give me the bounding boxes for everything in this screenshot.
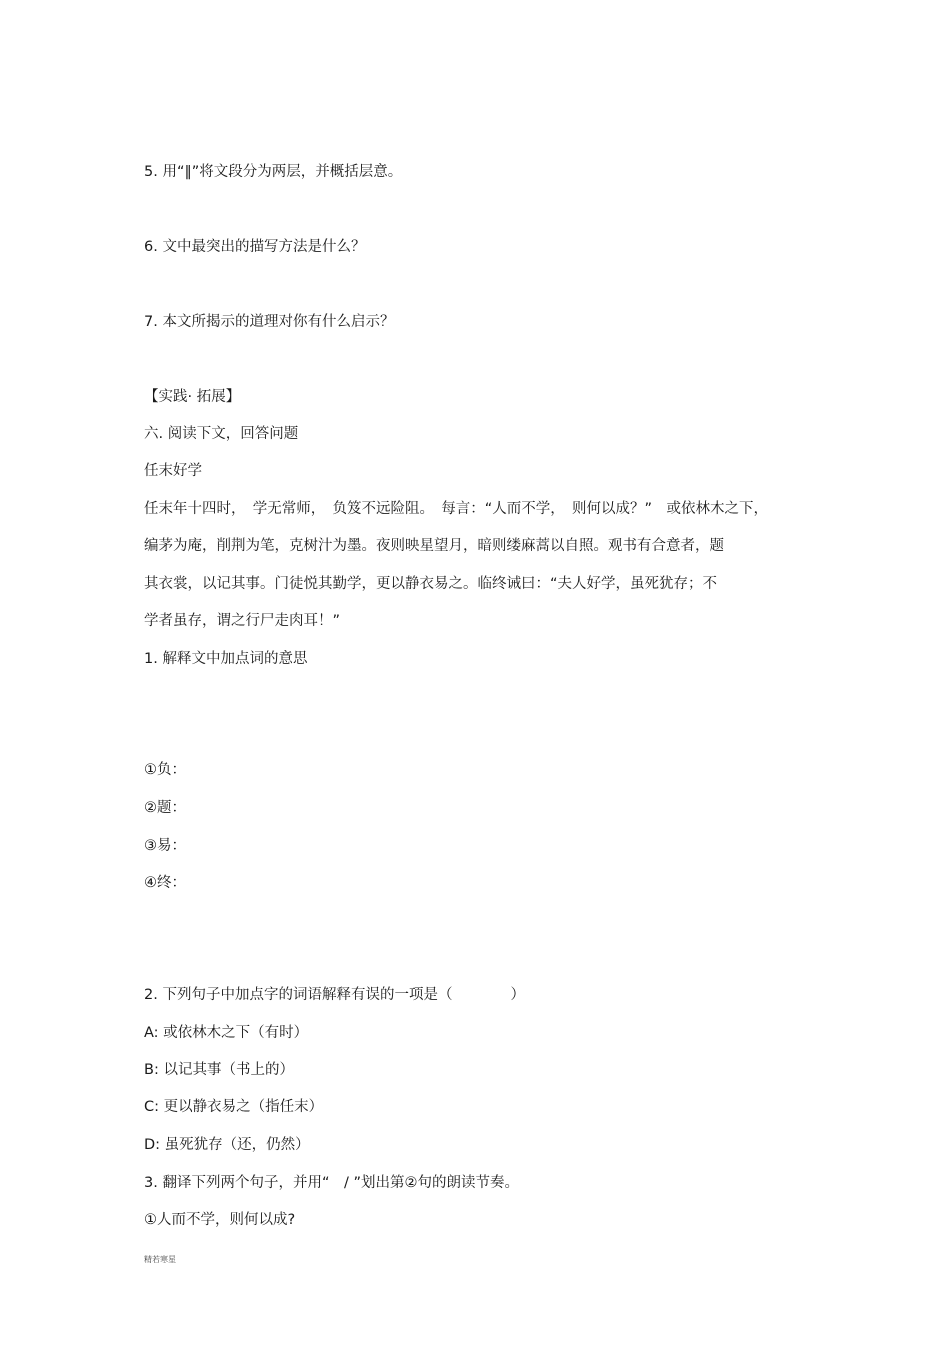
q2-option-d: D: 虽死犹存（还，仍然） [144, 1137, 310, 1153]
q2-prompt: 2. 下列句子中加点字的词语解释有误的一项是（ ） [144, 987, 525, 1003]
passage-line: 任末年十四时， 学无常师， 负笈不远险阻。 每言：“人而不学， 则何以成？” 或依林木之下， [144, 501, 769, 517]
page-footer: 精若寒星 [144, 1255, 176, 1264]
q1-item: ③易： [144, 838, 186, 854]
question-5: 5. 用“‖”将文段分为两层，并概括层意。 [144, 164, 403, 180]
passage-line: 编茅为庵，削荆为笔，克树汁为墨。夜则映星望月，暗则缕麻蒿以自照。观书有合意者，题 [144, 538, 724, 554]
part-title: 六. 阅读下文，回答问题 [144, 426, 299, 442]
question-6: 6. 文中最突出的描写方法是什么？ [144, 239, 366, 255]
q1-item: ②题： [144, 800, 186, 816]
q2-option-a: A: 或依林木之下（有时） [144, 1025, 309, 1041]
q3-prompt: 3. 翻译下列两个句子，并用“ / ”划出第②句的朗读节奏。 [144, 1175, 519, 1191]
section-title: 【实践· 拓展】 [144, 389, 241, 405]
q3-item: ①人而不学，则何以成? [144, 1212, 296, 1228]
q1-prompt: 1. 解释文中加点词的意思 [144, 651, 308, 667]
passage-line: 其衣裳，以记其事。门徒悦其勤学，更以静衣易之。临终诫曰：“夫人好学，虽死犹存；不 [144, 576, 718, 592]
q2-option-b: B: 以记其事（书上的） [144, 1062, 294, 1078]
passage-title: 任末好学 [144, 463, 202, 479]
q1-item: ④终： [144, 875, 186, 891]
question-7: 7. 本文所揭示的道理对你有什么启示？ [144, 314, 395, 330]
q2-option-c: C: 更以静衣易之（指任末） [144, 1099, 324, 1115]
passage-line: 学者虽存，谓之行尸走肉耳！” [144, 613, 341, 629]
q1-item: ①负： [144, 762, 186, 778]
